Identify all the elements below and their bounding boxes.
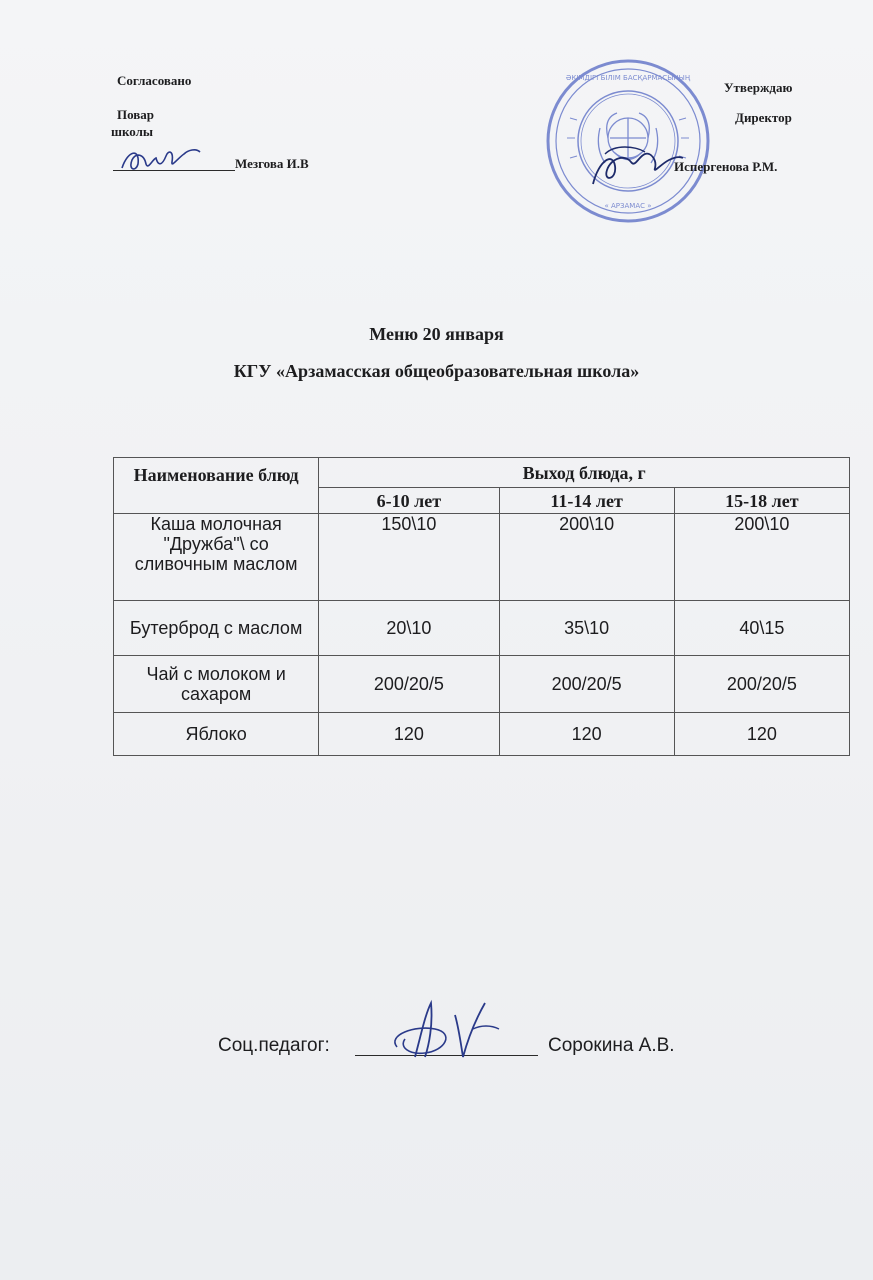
pedagogue-name: Сорокина А.В. <box>548 1035 675 1056</box>
menu-table <box>113 457 850 756</box>
director-signature-icon <box>585 140 685 190</box>
svg-text:« АРЗАМАС »: « АРЗАМАС » <box>604 202 652 210</box>
dish-value: 200/20/5 <box>319 656 499 713</box>
social-pedagogue-label: Соц.педагог: <box>218 1035 330 1056</box>
dish-name: Каша молочная "Дружба"\ со сливочным маслом <box>114 514 319 601</box>
dish-value: 200\10 <box>499 514 674 601</box>
table-row <box>114 656 850 713</box>
dish-value: 120 <box>674 713 849 756</box>
dish-value: 40\15 <box>674 601 849 656</box>
approve-label: Утверждаю <box>724 80 793 95</box>
dish-value: 200/20/5 <box>674 656 849 713</box>
svg-text:ӘКІМДІГІ БІЛІМ БАСҚАРМАСЫНЫҢ: ӘКІМДІГІ БІЛІМ БАСҚАРМАСЫНЫҢ <box>565 74 691 82</box>
header-age-group: 6-10 лет <box>319 488 499 514</box>
dish-value: 20\10 <box>319 601 499 656</box>
table-header-row <box>114 458 850 488</box>
table-row <box>114 514 850 601</box>
table-row <box>114 713 850 756</box>
dish-value: 120 <box>319 713 499 756</box>
dish-value: 150\10 <box>319 514 499 601</box>
header-age-group: 15-18 лет <box>674 488 849 514</box>
dish-value: 200/20/5 <box>499 656 674 713</box>
school-name: КГУ «Арзамасская общеобразовательная школа» <box>233 361 640 381</box>
header-age-group: 11-14 лет <box>499 488 674 514</box>
cook-role-line1: Повар <box>117 107 155 122</box>
pedagogue-signature-icon <box>385 995 515 1065</box>
dish-name: Чай с молоком и сахаром <box>114 656 319 713</box>
cook-signature-icon <box>118 140 203 176</box>
dish-value: 120 <box>499 713 674 756</box>
director-name: Испергенова Р.М. <box>674 159 778 174</box>
dish-name: Бутерброд с маслом <box>114 601 319 656</box>
dish-value: 200\10 <box>674 514 849 601</box>
dish-name: Яблоко <box>114 713 319 756</box>
header-dish-name: Наименование блюд <box>114 458 319 514</box>
cook-name: Мезгова И.В <box>235 156 309 171</box>
director-role: Директор <box>735 110 792 125</box>
cook-role-line2: школы <box>111 124 154 139</box>
approved-label: Согласовано <box>117 73 192 88</box>
header-output: Выход блюда, г <box>319 458 850 488</box>
dish-value: 35\10 <box>499 601 674 656</box>
table-row <box>114 601 850 656</box>
menu-title: Меню 20 января <box>369 324 504 344</box>
